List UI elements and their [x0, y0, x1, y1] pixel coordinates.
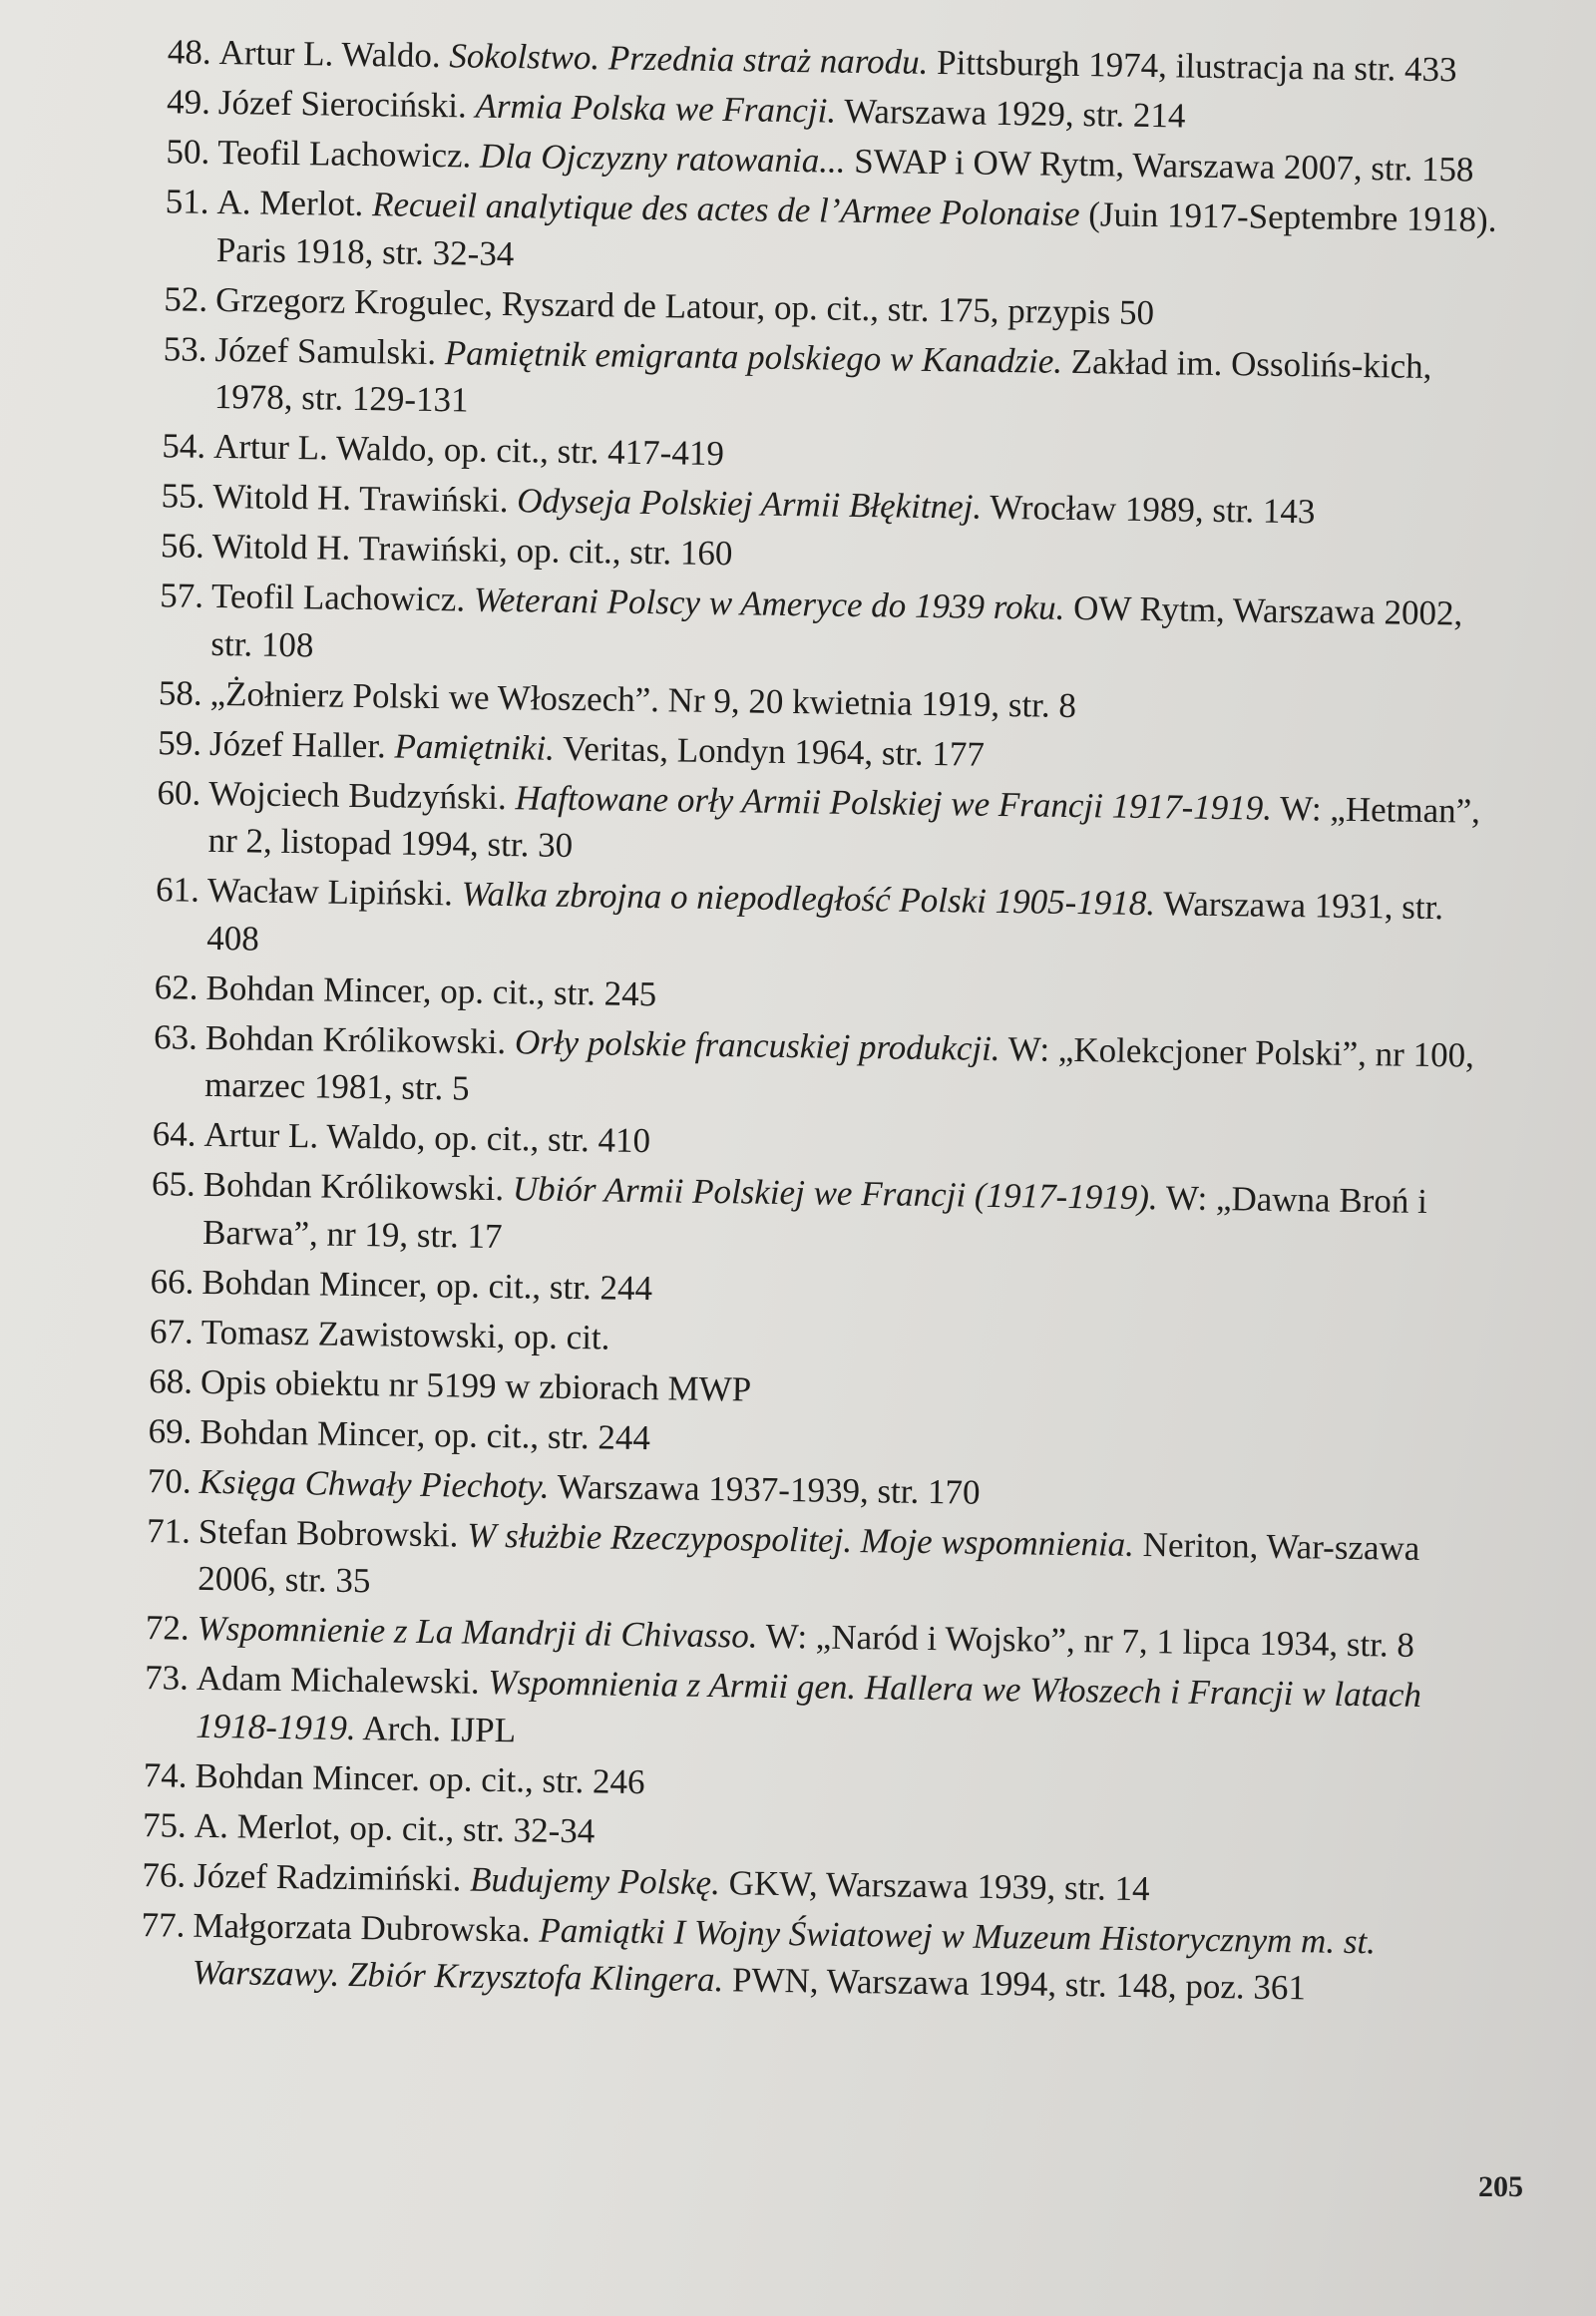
footnote-text [218, 83, 1186, 136]
footnote-57 [141, 572, 1498, 685]
footnote-text [193, 1905, 1377, 2007]
footnote-number: 67. [149, 1311, 195, 1351]
footnote-text [205, 967, 656, 1012]
footnote-text [211, 527, 732, 573]
footnote-text [212, 477, 1316, 531]
footnote-number: 75. [142, 1804, 188, 1845]
footnote-number: 56. [160, 526, 205, 566]
footnote-number: 77. [141, 1904, 186, 1945]
footnote-segment: Bohdan Mincer, op. cit., str. 244 [201, 1262, 653, 1308]
footnote-segment: OW Rytm, Warszawa 2002, str. 108 [210, 587, 1463, 664]
footnote-text [213, 427, 724, 473]
footnote-65 [133, 1160, 1490, 1274]
footnote-77 [122, 1900, 1479, 2014]
footnote-segment: A. Merlot. [216, 182, 373, 224]
footnote-segment: Wacław Lipiński. [206, 870, 462, 914]
footnote-segment: Opis obiektu nr 5199 w zbiorach MWP [200, 1361, 752, 1409]
footnote-segment: W: „Kolekcjoner Polski”, nr 100, marzec 1981, str. 5 [203, 1028, 1475, 1108]
footnote-number: 49. [166, 82, 211, 122]
footnote-segment: Grzegorz Krogulec, Ryszard de Latour, op. cit., str. 175, przypis 50 [214, 279, 1155, 332]
footnote-number: 73. [144, 1658, 190, 1698]
footnote-title: Pamiętniki. [394, 726, 556, 768]
footnote-number: 74. [143, 1754, 188, 1795]
footnote-segment: Józef Haller. [208, 723, 395, 765]
footnote-segment: Warszawa 1931, str. 408 [206, 884, 1444, 959]
footnote-segment: Pittsburgh 1974, ilustracja na str. 433 [928, 42, 1457, 90]
page-number: 205 [1478, 2170, 1523, 2203]
footnote-text [202, 1165, 1427, 1256]
footnote-title: Odyseja Polskiej Armii Błękitnej. [517, 481, 983, 527]
footnote-segment: Tomasz Zawistowski, op. cit. [200, 1312, 610, 1357]
footnote-title: Recueil analytique des actes de l’Armee Polonaise [371, 185, 1080, 234]
footnote-title: Pamiątki I Wojny Światowej w Muzeum Historycznym m. st. Warszawy. Zbiór Krzysztofa Klingera. [192, 1910, 1377, 2000]
footnote-segment: Wojciech Budzyński. [208, 773, 516, 817]
footnote-text [200, 1312, 609, 1356]
footnote-number: 61. [155, 870, 200, 910]
footnote-segment: Teofil Lachowicz. [210, 576, 475, 619]
footnote-text [200, 1361, 752, 1408]
footnote-title: Budujemy Polskę. [469, 1859, 721, 1902]
footnote-title: Haftowane orły Armii Polskiej we Francji 1917-1919. [515, 777, 1273, 828]
footnote-segment: Zakład im. Ossolińs-kich, 1978, str. 129-131 [213, 341, 1432, 420]
footnote-text [203, 1115, 650, 1160]
footnote-61 [137, 866, 1494, 979]
footnote-title: Sokolstwo. Przednia straż narodu. [449, 36, 929, 82]
footnote-number: 58. [158, 672, 202, 713]
footnote-segment: Stefan Bobrowski. [198, 1511, 468, 1555]
footnote-71 [128, 1506, 1485, 1620]
footnote-segment: Józef Samulski. [214, 329, 446, 372]
footnote-title: Pamiętnik emigranta polskiego w Kanadzie. [444, 332, 1063, 381]
footnote-number: 55. [161, 476, 205, 516]
footnote-segment: Józef Sierociński. [217, 82, 476, 126]
footnote-segment: Arch. IJPL [355, 1708, 517, 1749]
footnote-text [216, 183, 1497, 273]
footnote-text [215, 279, 1154, 331]
footnote-segment: SWAP i OW Rytm, Warszawa 2007, str. 158 [845, 141, 1474, 190]
footnote-number: 64. [152, 1114, 197, 1154]
footnote-segment: PWN, Warszawa 1994, str. 148, poz. 361 [723, 1960, 1307, 2008]
footnote-segment: Neriton, War-szawa 2006, str. 35 [198, 1524, 1420, 1601]
footnote-segment: Veritas, Londyn 1964, str. 177 [554, 728, 986, 774]
footnote-text [214, 329, 1432, 419]
footnote-number: 70. [147, 1460, 192, 1501]
footnote-number: 60. [157, 772, 201, 813]
footnote-segment: Warszawa 1937-1939, str. 170 [549, 1466, 981, 1512]
footnote-text [209, 673, 1076, 724]
footnote-segment: Małgorzata Dubrowska. [193, 1905, 540, 1950]
footnote-text [201, 1262, 652, 1307]
footnote-text [207, 773, 1480, 865]
footnote-title: Orły polskie francuskiej produkcji. [514, 1021, 1000, 1068]
footnote-text [204, 1017, 1474, 1107]
footnote-text [210, 577, 1462, 664]
footnote-60 [138, 768, 1495, 882]
footnote-segment: W: „Dawna Broń i Barwa”, nr 19, str. 17 [201, 1178, 1428, 1256]
footnote-title: Weterani Polscy w Ameryce do 1939 roku. [473, 579, 1065, 627]
footnote-number: 69. [148, 1410, 193, 1451]
footnote-title: Ubiór Armii Polskiej we Francji (1917-1919). [512, 1169, 1158, 1218]
footnote-number: 62. [154, 966, 199, 1007]
footnote-text [206, 871, 1443, 958]
footnote-text [196, 1659, 1421, 1749]
footnote-number: 53. [163, 328, 207, 369]
footnote-segment: Wrocław 1989, str. 143 [981, 487, 1316, 532]
footnote-number: 54. [162, 426, 206, 466]
footnote-segment: Witold H. Trawiński, op. cit., str. 160 [211, 526, 733, 574]
footnote-segment: Bohdan Mincer. op. cit., str. 246 [195, 1755, 645, 1801]
footnote-73 [126, 1654, 1483, 1767]
footnote-number: 63. [153, 1016, 199, 1057]
footnote-text [209, 723, 985, 773]
footnote-number: 72. [145, 1608, 190, 1648]
footnote-number: 59. [157, 722, 202, 763]
footnote-segment: (Juin 1917-Septembre 1918). Paris 1918, str. 32-34 [215, 194, 1497, 273]
footnote-number: 68. [149, 1360, 194, 1401]
footnote-51 [147, 178, 1504, 291]
footnote-number: 76. [142, 1854, 187, 1895]
footnote-segment: W: „Naród i Wojsko”, nr 7, 1 lipca 1934, str. 8 [757, 1616, 1415, 1665]
footnote-segment: Bohdan Mincer, op. cit., str. 245 [205, 967, 657, 1013]
footnote-text [200, 1411, 650, 1456]
footnote-text [194, 1855, 1150, 1907]
footnote-53 [145, 324, 1502, 438]
footnote-segment: A. Merlot, op. cit., str. 32-34 [194, 1805, 596, 1850]
footnote-number: 51. [165, 182, 209, 221]
footnote-segment: Artur L. Waldo. [218, 32, 450, 76]
footnote-63 [135, 1012, 1492, 1126]
footnote-segment: Bohdan Mincer, op. cit., str. 244 [200, 1411, 651, 1457]
footnote-title: Walka zbrojna o niepodległość Polski 1905-1918. [461, 874, 1156, 924]
footnote-text [199, 1461, 980, 1511]
footnote-segment: Adam Michalewski. [196, 1658, 489, 1702]
footnote-number: 71. [146, 1510, 192, 1551]
footnote-segment: GKW, Warszawa 1939, str. 14 [719, 1862, 1150, 1908]
footnote-text [198, 1511, 1420, 1600]
footnote-text [195, 1805, 596, 1850]
footnote-number: 66. [150, 1261, 195, 1302]
footnote-number: 52. [164, 278, 208, 319]
footnote-segment: W: „Hetman”, nr 2, listopad 1994, str. 30 [207, 788, 1481, 866]
footnote-number: 65. [151, 1164, 197, 1204]
footnote-segment: Artur L. Waldo, op. cit., str. 410 [203, 1114, 651, 1161]
footnote-number: 57. [160, 576, 204, 615]
footnote-title: Dla Ojczyzny ratowania... [479, 136, 846, 181]
footnote-segment: Teofil Lachowicz. [216, 132, 481, 176]
footnote-segment: „Żołnierz Polski we Włoszech”. Nr 9, 20 kwietnia 1919, str. 8 [209, 673, 1077, 725]
footnote-title: Wspomnienie z La Mandrji di Chivasso. [197, 1608, 758, 1656]
footnote-segment: Józef Radzimiński. [193, 1855, 471, 1899]
footnote-number: 50. [166, 132, 210, 172]
footnote-list [122, 28, 1505, 2017]
footnote-title: Armia Polska we Francji. [475, 86, 837, 131]
footnote-segment: Warszawa 1929, str. 214 [835, 91, 1186, 136]
footnote-number: 48. [167, 32, 211, 72]
footnote-title: Wspomnienia z Armii gen. Hallera we Włoszech i Francji w latach 1918-1919. [195, 1662, 1422, 1747]
footnote-title: Księga Chwały Piechoty. [199, 1461, 550, 1506]
footnote-segment: Bohdan Królikowski. [202, 1164, 514, 1209]
footnote-segment: Artur L. Waldo, op. cit., str. 417-419 [212, 426, 725, 474]
footnote-segment: Witold H. Trawiński. [212, 476, 518, 521]
footnote-segment: Bohdan Królikowski. [204, 1017, 516, 1061]
footnote-title: W służbie Rzeczypospolitej. Moje wspomnienia. [466, 1515, 1135, 1564]
footnote-text [195, 1755, 645, 1800]
